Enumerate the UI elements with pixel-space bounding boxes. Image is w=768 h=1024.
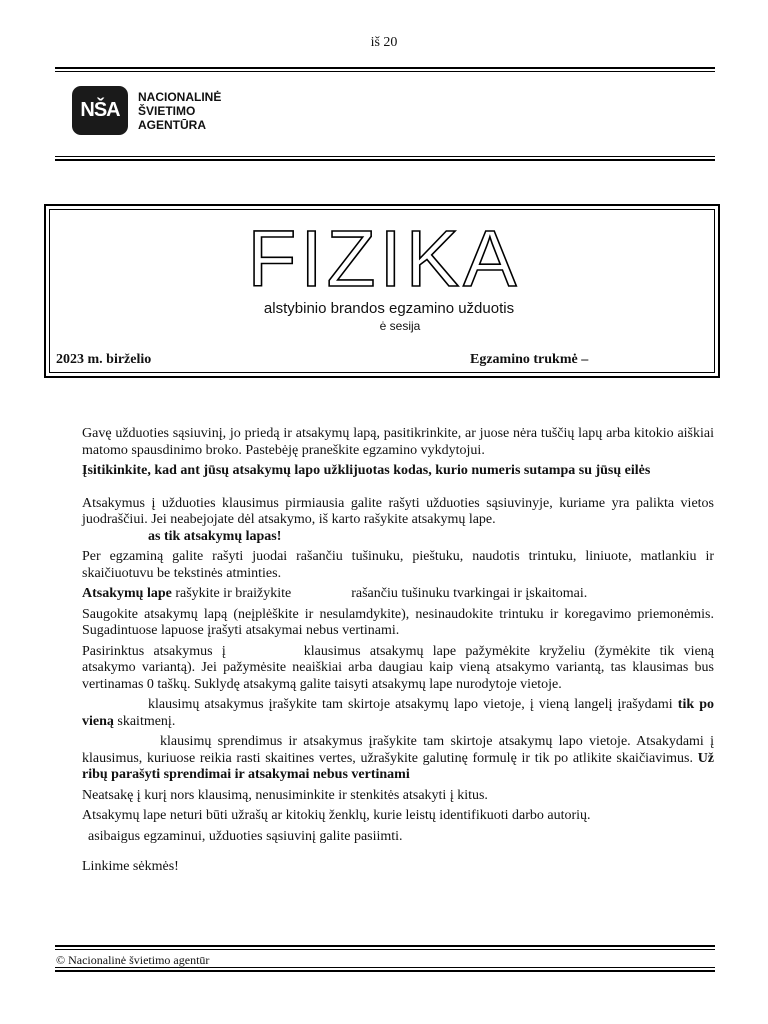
instruction-8-text-a: klausimų atsakymus įrašykite tam skirtoje atsakymų lapo vietoje, į vieną langelį įrašydami [148,697,673,712]
instruction-1: Gavę užduoties sąsiuvinį, jo priedą ir atsakymų lapą, pasitikrinkite, ar juose nėra tuščių lapų arba kitokio aiškiai matomo spausdinimo broko. Pastebėję praneškite egzamino vykdytojui. [82,426,714,458]
instruction-5 [82,586,714,603]
instruction-7 [82,644,714,694]
logo-line-2: ŠVIETIMO [138,103,196,118]
instruction-10: Neatsakę į kurį nors klausimą, nenusiminkite ir stenkitės atsakyti į kitus. [82,787,488,803]
instruction-3-bold: as tik atsakymų lapas! [148,528,282,544]
instruction-2-bold: Įsitikinkite, kad ant jūsų atsakymų lapo užklijuotas kodas, kurio numeris sutampa su jūsų eilės [82,463,651,478]
instruction-4: Per egzaminą galite rašyti juodai rašančiu tušinuku, pieštuku, naudotis trintuku, liniuote, matlankiu ir skaičiuotuvu be tekstinės atminties. [82,549,714,581]
footer-rule-top [55,945,715,947]
exam-duration: Egzamino trukmė – [470,352,589,367]
closing-wish: Linkime sėkmės! [82,859,179,874]
header-rule-top-thin [55,71,715,72]
instruction-5-text-a: rašykite ir braižykite [175,586,292,601]
logo-line-1: NACIONALINĖ [138,89,222,104]
instruction-8 [82,697,714,730]
header-rule-bottom [55,159,715,161]
instruction-2 [82,463,714,480]
header-rule-bottom-thin [55,156,715,157]
instruction-12 [82,829,714,846]
instruction-9-bold: Už ribų parašyti sprendimai ir atsakymai nebus vertinami [82,750,715,782]
instruction-3-text: Atsakymus į užduoties klausimus pirmiausia galite rašyti užduoties sąsiuvinyje, kuriame yra palikta vietos juodraščiui. Jei neabejojate dėl atsakymo, iš karto rašykite atsakymų lape. [82,495,714,527]
instruction-3 [82,496,714,546]
instruction-12-text: asibaigus egzaminui, užduoties sąsiuvinį galite pasiimti. [88,828,403,844]
instruction-8-text-b: skaitmenį. [117,713,176,729]
footer-rule-bottom-thin [55,967,715,968]
exam-date: 2023 m. birželio [56,352,152,367]
page-counter: iš 20 [370,35,398,50]
instruction-11: Atsakymų lape neturi būti užrašų ar kitokių ženklų, kurie leistų identifikuoti darbo autorių. [82,808,591,823]
exam-title: FIZIKA [247,214,521,303]
logo-mark: NŠA [72,86,128,135]
instructions [82,426,714,880]
footer-rule-top-thin [55,949,715,950]
instruction-9-text: klausimų sprendimus ir atsakymus įrašykite tam skirtoje atsakymų lapo vietoje. Atsakydami į klausimus, kuriuose reikia rasti skaitines vertes, užrašykite galutinę formulę ir tik po atlikite skaičiavimus. [82,734,714,766]
exam-session: ė sesija [379,319,421,333]
instruction-6: Saugokite atsakymų lapą (neįplėškite ir nesulamdykite), nesinaudokite trintuku ir koregavimo priemonėmis. Sugadintuose lapuose įrašyti atsakymai nebus vertinami. [82,606,714,638]
logo-text [138,90,221,132]
exam-subtitle: alstybinio brandos egzamino užduotis [263,300,515,317]
instruction-9 [82,734,714,784]
instruction-8-bold: tik po vieną [82,697,715,729]
agency-logo [72,86,221,135]
header-rule-top [55,67,715,69]
logo-line-3: AGENTŪRA [138,117,206,132]
footer-rule-bottom [55,970,715,972]
instruction-7-text-b: klausimus atsakymų lape pažymėkite kryželiu (žymėkite tik vieną atsakymo variantą). Jei pažymėsite neaiškiai arba daugiau kaip vieną atsakymo variantą, tas klausimas bus vertinamas 0 taškų. Suklydę atsakymą galite taisyti atsakymų lape nurodytoje vietoje. [82,643,714,692]
copyright: © Nacionalinė švietimo agentūr [56,953,210,967]
instruction-5-bold: Atsakymų lape [82,586,172,601]
instruction-5-text-b: rašančiu tušinuku tvarkingai ir įskaitomai. [351,586,588,601]
instruction-7-text-a: Pasirinktus atsakymus į [82,643,226,659]
